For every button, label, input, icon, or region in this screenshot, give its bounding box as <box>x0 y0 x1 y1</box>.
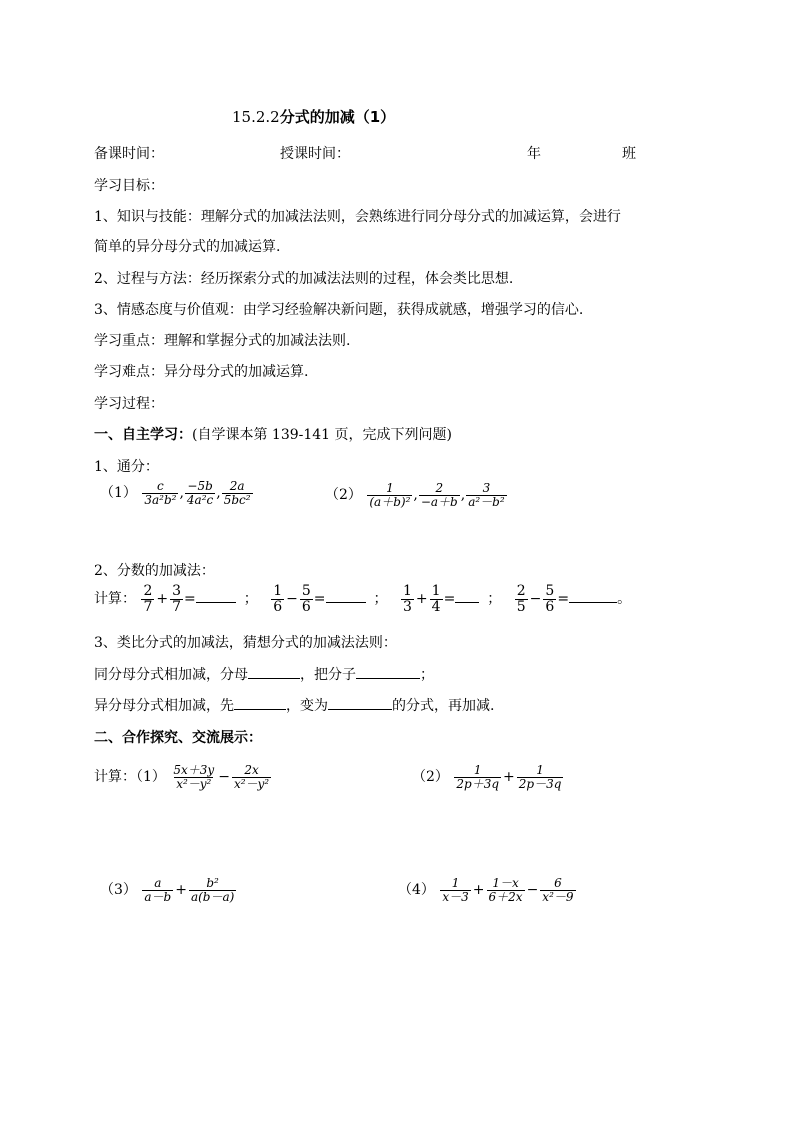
problem-3: （3） $\frac{a}{a-b}$ + $\frac{\text{b²}}{a(b-a)}$ <box>100 876 235 904</box>
problem-4: （4） $\frac{1}{x-3}$ + $\frac{1-x}{6+2x}$ − $\frac{6}{\text{x²－9}}$ <box>398 876 574 904</box>
section-1-note: (自学课本第 139-141 页，完成下列问题) <box>192 427 452 443</box>
fraction: $\frac{3}{\text{a²－b²}}$ <box>468 481 505 509</box>
title-number: 15.2.2 <box>232 108 280 126</box>
goals-label: 学习目标： <box>94 178 164 194</box>
fraction: $\frac{5}{6}$ <box>545 583 555 615</box>
q3-label: 3、类比分式的加减法，猜想分式的加减法法则： <box>94 635 397 651</box>
q1-label: 1、通分： <box>94 459 159 475</box>
answer-blank[interactable] <box>328 697 392 710</box>
prep-time-label: 备课时间： <box>94 146 164 162</box>
fraction: $\frac{c}{\text{3a²b²}}$ <box>144 479 177 507</box>
fraction: $\frac{2x}{\text{x²－y²}}$ <box>233 763 270 791</box>
fraction: $\frac{1}{4}$ <box>431 583 441 615</box>
answer-blank[interactable] <box>248 666 300 679</box>
fraction: $\frac{2}{7}$ <box>143 583 153 615</box>
section-1 <box>94 424 452 444</box>
q2-label: 2、分数的加减法： <box>94 563 215 579</box>
fraction: $\frac{2}{5}$ <box>516 583 526 615</box>
answer-blank[interactable] <box>356 666 420 679</box>
answer-blank[interactable] <box>326 590 366 603</box>
answer-blank[interactable] <box>455 590 479 603</box>
q1-part-1-label: （1） <box>100 485 137 502</box>
fraction: $\frac{a}{a-b}$ <box>144 876 172 904</box>
page-title <box>232 106 395 127</box>
fraction: $\frac{1}{2p+3q}$ <box>456 763 500 791</box>
fraction: $\frac{1}{\text{(a＋b)²}}$ <box>369 481 411 509</box>
fraction: $\frac{5}{6}$ <box>301 583 311 615</box>
problem-1: 计算：（1） $\frac{5x+3y}{\text{x²－y²}}$ − $\frac{2x}{\text{x²－y²}}$ <box>94 763 270 791</box>
goal-1-line-2: 简单的异分母分式的加减运算. <box>94 239 281 255</box>
key-point: 学习重点：理解和掌握分式的加减法法则. <box>94 333 351 349</box>
q3-diff-denominator: 异分母分式相加减，先 ，变为 的分式，再加减. <box>94 698 495 714</box>
fraction: $\frac{1}{6}$ <box>273 583 283 615</box>
calc-label: 计算： <box>94 591 136 608</box>
section-2-heading: 二、合作探究、交流展示： <box>94 730 262 746</box>
q2-calc-row: 计算： $\frac{2}{7}$ + $\frac{3}{7}$ = ； $\frac{1}{6}$ − $\frac{5}{6}$ = ； $\frac{1}{3}$ + $\frac{1}{4}$ = ； $\frac{2}{5}$ − $\frac{5}{6}$ = 。 <box>94 583 632 615</box>
title-text: 分式的加减（1） <box>279 108 396 126</box>
section-1-heading: 一、自主学习： <box>94 427 192 443</box>
fraction: $\frac{\text{b²}}{a(b-a)}$ <box>190 876 235 904</box>
fraction: $\frac{6}{\text{x²－9}}$ <box>542 876 574 904</box>
goal-2: 2、过程与方法：经历探索分式的加减法法则的过程，体会类比思想. <box>94 271 514 287</box>
fraction: $\frac{1}{3}$ <box>402 583 412 615</box>
fraction: $\frac{2}{-a+b}$ <box>420 481 458 509</box>
fraction: $\frac{3}{7}$ <box>172 583 182 615</box>
fraction: $\frac{1}{2p-3q}$ <box>518 763 562 791</box>
fraction: $\frac{2a}{\text{5bc²}}$ <box>223 479 251 507</box>
year-label: 年 <box>527 146 541 162</box>
q1-part-1: （1） $\frac{c}{\text{3a²b²}}$ , $\frac{-5b}{\text{4a²c}}$ , $\frac{2a}{\text{5bc²}}$ <box>100 479 251 507</box>
class-label: 班 <box>622 146 636 162</box>
fraction: $\frac{1-x}{6+2x}$ <box>488 876 523 904</box>
problem-2: （2） $\frac{1}{2p+3q}$ + $\frac{1}{2p-3q}$ <box>412 763 562 791</box>
goal-1-line-1: 1、知识与技能：理解分式的加减法法则，会熟练进行同分母分式的加减运算，会进行 <box>94 209 621 225</box>
q1-part-2: （2） $\frac{1}{\text{(a＋b)²}}$ , $\frac{2}{-a+b}$ , $\frac{3}{\text{a²－b²}}$ <box>325 481 505 509</box>
answer-blank[interactable] <box>569 590 617 603</box>
calc-label: 计算： <box>94 769 136 786</box>
q3-same-denominator: 同分母分式相加减，分母 ，把分子 ； <box>94 667 434 683</box>
fraction: $\frac{5x+3y}{\text{x²－y²}}$ <box>173 763 215 791</box>
q1-part-2-label: （2） <box>325 487 362 504</box>
goal-3: 3、情感态度与价值观：由学习经验解决新问题，获得成就感，增强学习的信心. <box>94 302 584 318</box>
difficulty: 学习难点：异分母分式的加减运算. <box>94 364 309 380</box>
answer-blank[interactable] <box>234 697 286 710</box>
fraction: $\frac{1}{x-3}$ <box>442 876 469 904</box>
fraction: $\frac{-5b}{\text{4a²c}}$ <box>186 479 214 507</box>
teach-time-label: 授课时间： <box>280 146 350 162</box>
answer-blank[interactable] <box>196 590 236 603</box>
process-label: 学习过程： <box>94 396 164 412</box>
